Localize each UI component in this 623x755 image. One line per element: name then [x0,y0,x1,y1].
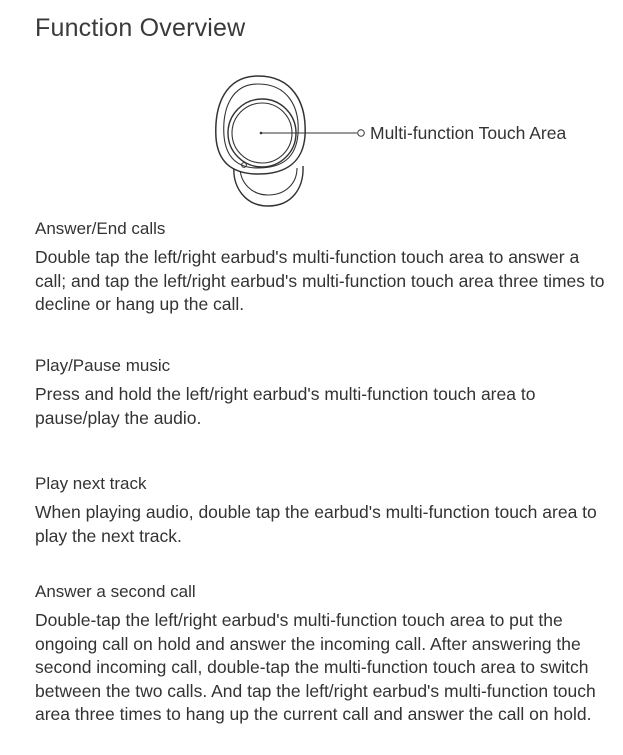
section-play-pause-music [35,355,605,430]
section-answer-second-call [35,581,605,727]
callout-end-circle [358,130,365,137]
callout-anchor-dot [260,132,263,135]
section-body: Double tap the left/right earbud's multi-function touch area to answer a call; and tap the left/right earbud's multi-function touch area three times to decline or hang up the call. [35,247,605,314]
section-heading: Play/Pause music [35,356,171,375]
section-answer-end-calls [35,218,605,317]
section-body: Double-tap the left/right earbud's multi-function touch area to put the ongoing call on hold and answer the incoming call. After answering the second incoming call, double-tap the multi-function touch area to switch between the two calls. And tap the left/right earbud's multi-function touch area three times to hang up the current call and answer the call on hold. [35,610,596,724]
section-heading: Play next track [35,474,147,493]
section-body: Press and hold the left/right earbud's multi-function touch area to pause/play the audio. [35,384,536,428]
section-heading: Answer/End calls [35,219,166,238]
section-play-next-track [35,473,605,548]
page-title: Function Overview [35,14,246,42]
touch-area-callout-label: Multi-function Touch Area [370,123,567,143]
section-body: When playing audio, double tap the earbud's multi-function touch area to play the next track. [35,502,597,546]
section-heading: Answer a second call [35,582,196,601]
